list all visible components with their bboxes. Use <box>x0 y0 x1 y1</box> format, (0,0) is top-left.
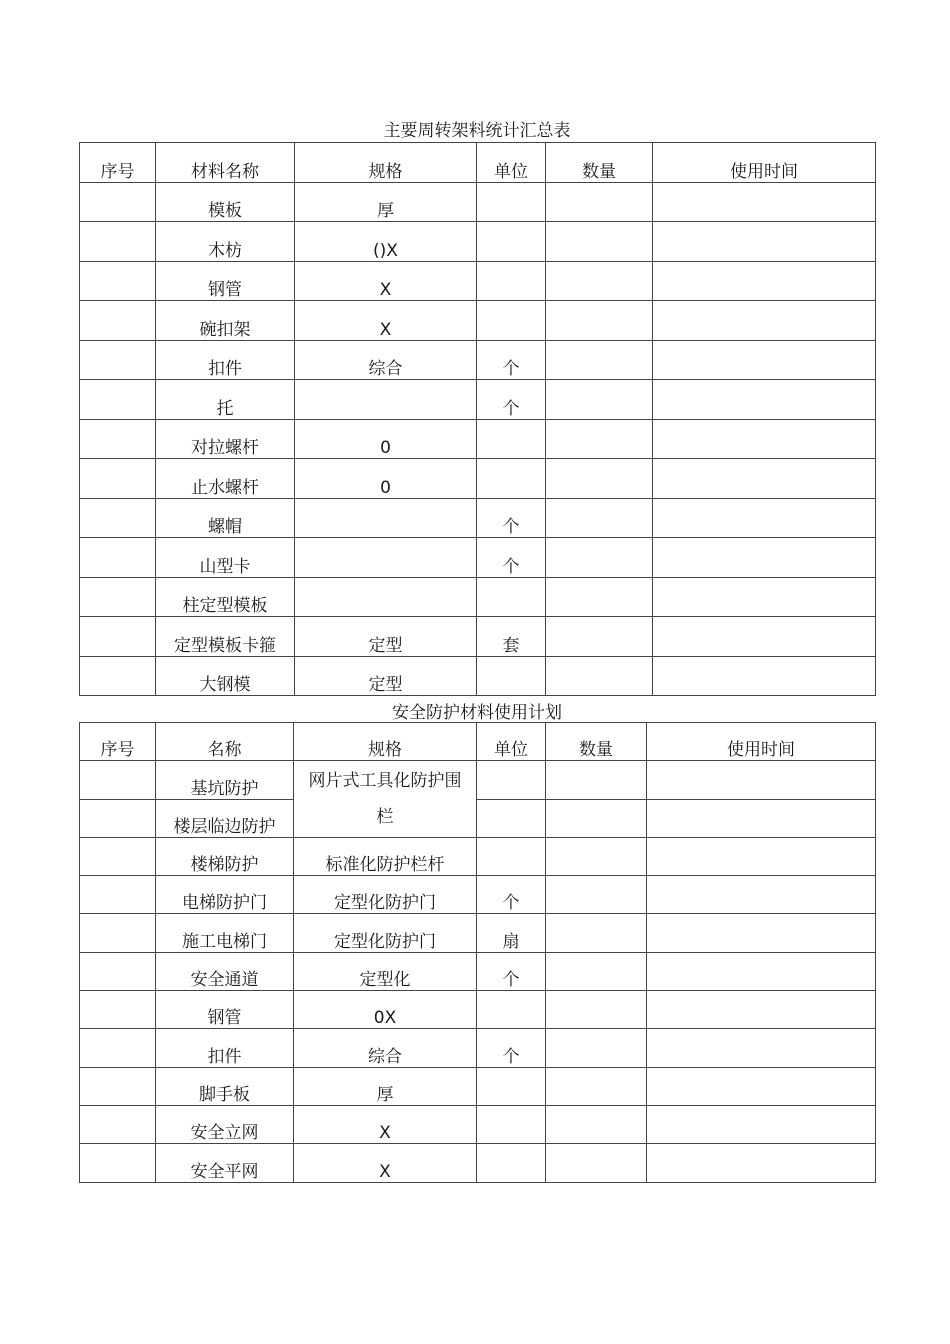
quantity-cell <box>546 459 653 499</box>
time-cell <box>653 182 876 222</box>
safety-materials-table <box>79 722 876 1183</box>
quantity-cell <box>546 340 653 380</box>
spec-cell <box>295 577 477 617</box>
time-cell <box>647 1067 876 1105</box>
quantity-cell <box>546 380 653 420</box>
time-cell <box>653 301 876 341</box>
quantity-cell <box>546 1029 647 1067</box>
unit-cell <box>477 761 546 799</box>
index-cell <box>80 991 156 1029</box>
time-cell <box>647 991 876 1029</box>
time-cell <box>653 656 876 696</box>
time-cell <box>647 1144 876 1182</box>
index-cell <box>80 459 156 499</box>
spec-cell: 定型化防护门 <box>294 876 477 914</box>
unit-cell: 个 <box>477 538 546 578</box>
table1-title: 主要周转架料统计汇总表 <box>383 121 571 141</box>
quantity-cell <box>546 914 647 952</box>
spec-cell: 综合 <box>295 340 477 380</box>
name-cell: 安全通道 <box>156 952 294 990</box>
unit-cell: 扇 <box>477 914 546 952</box>
unit-cell <box>477 261 546 301</box>
index-cell <box>80 1029 156 1067</box>
unit-cell <box>477 799 546 837</box>
name-cell: 定型模板卡箍 <box>156 617 295 657</box>
name-cell: 大钢模 <box>156 656 295 696</box>
index-cell <box>80 419 156 459</box>
time-cell <box>647 1029 876 1067</box>
unit-cell: 个 <box>477 952 546 990</box>
table-row <box>80 261 876 301</box>
table-row <box>80 617 876 657</box>
time-cell <box>647 1105 876 1143</box>
quantity-cell <box>546 301 653 341</box>
quantity-cell <box>546 1105 647 1143</box>
spec-cell: 定型化防护门 <box>294 914 477 952</box>
header-row <box>80 143 876 183</box>
spec-cell: 0X <box>294 991 477 1029</box>
name-cell: 楼层临边防护 <box>156 799 294 837</box>
time-cell <box>653 498 876 538</box>
name-cell: 模板 <box>156 182 295 222</box>
spec-cell: 厚 <box>294 1067 477 1105</box>
quantity-cell <box>546 498 653 538</box>
table-row <box>80 577 876 617</box>
index-cell <box>80 538 156 578</box>
index-cell <box>80 498 156 538</box>
quantity-cell <box>546 182 653 222</box>
table-row <box>80 991 876 1029</box>
table-row <box>80 459 876 499</box>
quantity-cell <box>546 837 647 875</box>
quantity-cell <box>546 1067 647 1105</box>
spec-cell: 定型 <box>295 656 477 696</box>
name-cell: 扣件 <box>156 340 295 380</box>
time-cell <box>653 617 876 657</box>
index-cell <box>80 656 156 696</box>
time-cell <box>653 459 876 499</box>
time-cell <box>653 222 876 262</box>
header-cell: 数量 <box>546 723 647 761</box>
name-cell: 基坑防护 <box>156 761 294 799</box>
index-cell <box>80 380 156 420</box>
table-row <box>80 538 876 578</box>
name-cell: 木枋 <box>156 222 295 262</box>
index-cell <box>80 577 156 617</box>
header-cell: 使用时间 <box>653 143 876 183</box>
name-cell: 施工电梯门 <box>156 914 294 952</box>
table-row <box>80 419 876 459</box>
spec-cell <box>295 380 477 420</box>
index-cell <box>80 222 156 262</box>
name-cell: 电梯防护门 <box>156 876 294 914</box>
unit-cell <box>477 656 546 696</box>
turnover-materials-table <box>79 142 876 696</box>
header-cell: 数量 <box>546 143 653 183</box>
index-cell <box>80 1067 156 1105</box>
table-row <box>80 799 876 837</box>
header-cell: 材料名称 <box>156 143 295 183</box>
time-cell <box>647 914 876 952</box>
index-cell <box>80 876 156 914</box>
table-row <box>80 914 876 952</box>
unit-cell <box>477 419 546 459</box>
spec-cell: X <box>295 301 477 341</box>
index-cell <box>80 301 156 341</box>
spec-cell <box>295 538 477 578</box>
name-cell: 止水螺杆 <box>156 459 295 499</box>
header-cell: 单位 <box>477 143 546 183</box>
name-cell: 托 <box>156 380 295 420</box>
time-cell <box>647 799 876 837</box>
table-row <box>80 761 876 799</box>
time-cell <box>653 419 876 459</box>
quantity-cell <box>546 991 647 1029</box>
table-row <box>80 1105 876 1143</box>
name-cell: 螺帽 <box>156 498 295 538</box>
quantity-cell <box>546 419 653 459</box>
name-cell: 钢管 <box>156 261 295 301</box>
spec-cell: X <box>294 1144 477 1182</box>
quantity-cell <box>546 222 653 262</box>
unit-cell: 个 <box>477 876 546 914</box>
time-cell <box>653 261 876 301</box>
table-row <box>80 340 876 380</box>
index-cell <box>80 799 156 837</box>
table-row <box>80 380 876 420</box>
quantity-cell <box>546 538 653 578</box>
header-row <box>80 723 876 761</box>
unit-cell <box>477 1144 546 1182</box>
index-cell <box>80 837 156 875</box>
time-cell <box>647 837 876 875</box>
spec-cell: 定型 <box>295 617 477 657</box>
name-cell: 安全立网 <box>156 1105 294 1143</box>
unit-cell <box>477 301 546 341</box>
table-row <box>80 301 876 341</box>
index-cell <box>80 1105 156 1143</box>
name-cell: 对拉螺杆 <box>156 419 295 459</box>
header-cell: 单位 <box>477 723 546 761</box>
quantity-cell <box>546 761 647 799</box>
time-cell <box>653 577 876 617</box>
spec-cell: 综合 <box>294 1029 477 1067</box>
header-cell: 使用时间 <box>647 723 876 761</box>
header-cell: 序号 <box>80 143 156 183</box>
quantity-cell <box>546 261 653 301</box>
spec-cell: X <box>294 1105 477 1143</box>
spec-cell: 标准化防护栏杆 <box>294 837 477 875</box>
table-row <box>80 498 876 538</box>
table-row <box>80 182 876 222</box>
table2-title: 安全防护材料使用计划 <box>392 703 562 723</box>
header-cell: 规格 <box>295 143 477 183</box>
unit-cell: 套 <box>477 617 546 657</box>
spec-cell: 定型化 <box>294 952 477 990</box>
time-cell <box>647 876 876 914</box>
table-row <box>80 656 876 696</box>
name-cell: 脚手板 <box>156 1067 294 1105</box>
spec-cell: 0 <box>295 459 477 499</box>
header-cell: 名称 <box>156 723 294 761</box>
quantity-cell <box>546 952 647 990</box>
spec-cell <box>295 498 477 538</box>
time-cell <box>653 340 876 380</box>
index-cell <box>80 761 156 799</box>
index-cell <box>80 952 156 990</box>
unit-cell: 个 <box>477 340 546 380</box>
unit-cell: 个 <box>477 1029 546 1067</box>
quantity-cell <box>546 656 653 696</box>
merged-spec-cell: 网片式工具化防护围栏 <box>294 761 477 838</box>
name-cell: 碗扣架 <box>156 301 295 341</box>
quantity-cell <box>546 876 647 914</box>
unit-cell <box>477 182 546 222</box>
table-row <box>80 1067 876 1105</box>
table-row <box>80 876 876 914</box>
time-cell <box>647 761 876 799</box>
spec-cell: ()X <box>295 222 477 262</box>
index-cell <box>80 617 156 657</box>
spec-cell: 0 <box>295 419 477 459</box>
name-cell: 山型卡 <box>156 538 295 578</box>
unit-cell <box>477 1105 546 1143</box>
name-cell: 安全平网 <box>156 1144 294 1182</box>
index-cell <box>80 182 156 222</box>
unit-cell: 个 <box>477 380 546 420</box>
unit-cell <box>477 837 546 875</box>
unit-cell: 个 <box>477 498 546 538</box>
name-cell: 扣件 <box>156 1029 294 1067</box>
index-cell <box>80 914 156 952</box>
table-row <box>80 952 876 990</box>
time-cell <box>653 380 876 420</box>
spec-cell: 厚 <box>295 182 477 222</box>
quantity-cell <box>546 799 647 837</box>
unit-cell <box>477 222 546 262</box>
name-cell: 柱定型模板 <box>156 577 295 617</box>
header-cell: 规格 <box>294 723 477 761</box>
index-cell <box>80 261 156 301</box>
table-row <box>80 222 876 262</box>
table-row <box>80 1144 876 1182</box>
header-cell: 序号 <box>80 723 156 761</box>
name-cell: 楼梯防护 <box>156 837 294 875</box>
unit-cell <box>477 459 546 499</box>
time-cell <box>647 952 876 990</box>
name-cell: 钢管 <box>156 991 294 1029</box>
index-cell <box>80 340 156 380</box>
unit-cell <box>477 577 546 617</box>
time-cell <box>653 538 876 578</box>
quantity-cell <box>546 577 653 617</box>
index-cell <box>80 1144 156 1182</box>
unit-cell <box>477 1067 546 1105</box>
table-row <box>80 1029 876 1067</box>
spec-cell: X <box>295 261 477 301</box>
quantity-cell <box>546 617 653 657</box>
unit-cell <box>477 991 546 1029</box>
table-row <box>80 837 876 875</box>
quantity-cell <box>546 1144 647 1182</box>
